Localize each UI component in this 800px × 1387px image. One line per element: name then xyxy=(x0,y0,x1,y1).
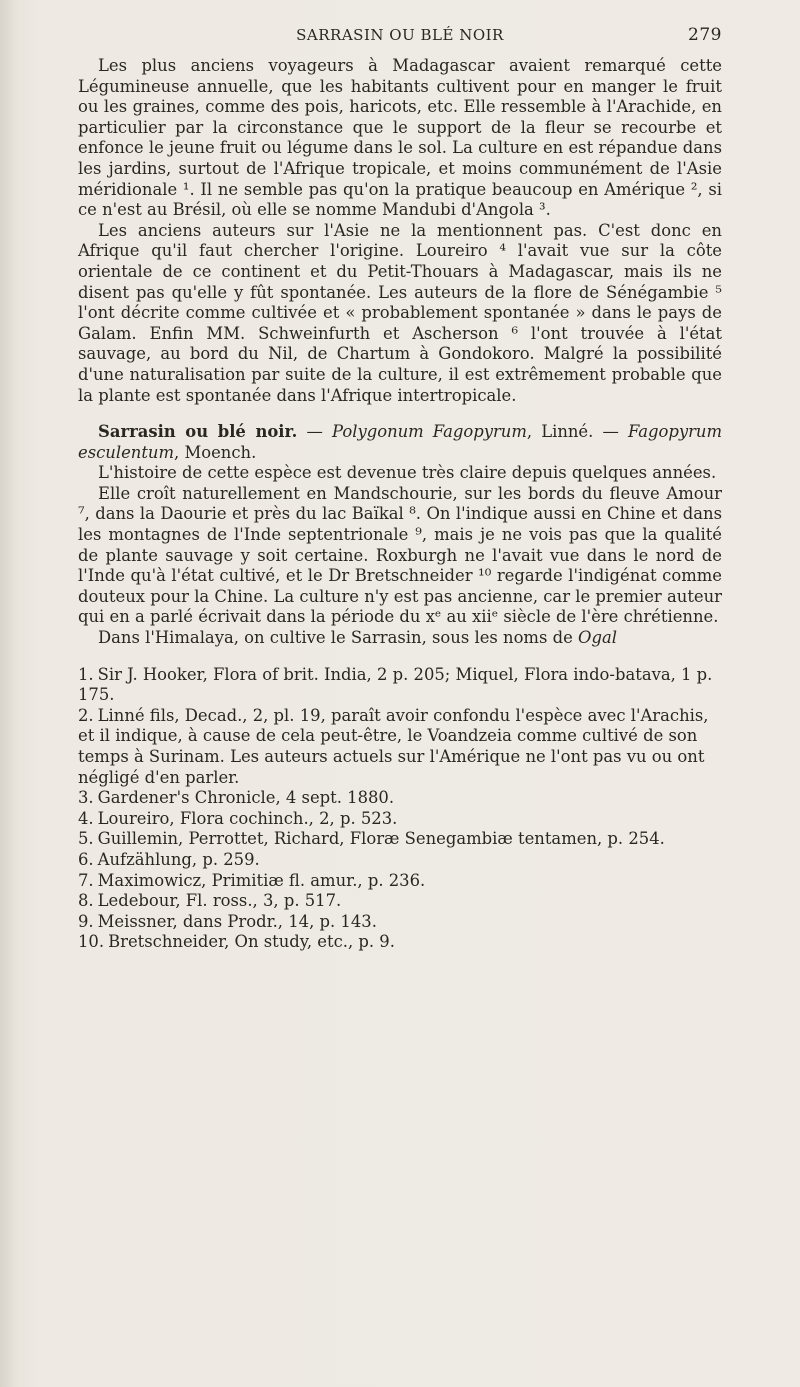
section-title: Sarrasin ou blé noir. xyxy=(98,422,298,442)
paragraph xyxy=(78,628,722,649)
paragraph-lead: Dans l'Himalaya, on cultive le Sarrasin, sous les noms de xyxy=(98,628,579,648)
main-text xyxy=(78,56,722,649)
footnote: 6. Aufzählung, p. 259. xyxy=(78,849,260,869)
section-heading xyxy=(78,422,722,463)
footnote: 2. Linné fils, Decad., 2, pl. 19, paraît avoir confondu l'espèce avec l'Arachis, et il indique, à cause de cela peut-être, le Voandzeia comme cultivé de son temps à Surinam. Les auteurs actuels sur l'Amérique ne l'ont pas vu ou ont négligé d'en parler. xyxy=(78,705,709,787)
running-title: SARRASIN OU BLÉ NOIR xyxy=(296,26,504,44)
footnote: 7. Maximowicz, Primitiæ fl. amur., p. 236. xyxy=(78,870,426,890)
synonym: Fagopyrum esculentum xyxy=(78,422,723,462)
paragraph: Elle croît naturellement en Mandschourie, sur les bords du fleuve Amour ⁷, dans la Daourie et près du lac Baïkal ⁸. On l'indique aussi en Chine et dans les montagnes de l'Inde septentrionale ⁹, mais je ne vois pas que la qualité de plante sauvage y soit certaine. Roxburgh ne l'avait vue dans le nord de l'Inde qu'à l'état cultivé, et le Dr Bretschneider ¹⁰ regarde l'indigénat comme douteux pour la Chine. La culture n'y est pas ancienne, car le premier auteur qui en a parlé écrivait dans la période du xᵉ au xiiᵉ siècle de l'ère chrétienne. xyxy=(78,483,722,627)
footnote: 3. Gardener's Chronicle, 4 sept. 1880. xyxy=(78,788,395,808)
footnote: 4. Loureiro, Flora cochinch., 2, p. 523. xyxy=(78,808,398,828)
page-header xyxy=(78,20,722,50)
footnote: 8. Ledebour, Fl. ross., 3, p. 517. xyxy=(78,891,342,911)
paragraph: Les plus anciens voyageurs à Madagascar avaient remarqué cette Légumineuse annuelle, que les habitants cultivent pour en manger le fruit ou les graines, comme des pois, haricots, etc. Elle ressemble à l'Arachide, en particulier par la circonstance que le support de la fleur se recourbe et enfonce le jeune fruit ou légume dans le sol. La culture en est répandue dans les jardins, surtout de l'Afrique tropicale, et moins communément de l'Asie méridionale ¹. Il ne semble pas qu'on la pratique beaucoup en Amérique ², si ce n'est au Brésil, où elle se nomme Mandubi d'Angola ³. xyxy=(78,56,722,220)
synonym-authority: , Moench. xyxy=(174,442,257,462)
vernacular-name: Ogal xyxy=(578,628,617,648)
footnotes xyxy=(78,665,722,953)
page-number: 279 xyxy=(688,25,722,45)
paragraph: Les anciens auteurs sur l'Asie ne la mentionnent pas. C'est donc en Afrique qu'il faut chercher l'origine. Loureiro ⁴ l'avait vue sur la côte orientale de ce continent et du Petit-Thouars à Madagascar, mais ils ne disent pas qu'elle y fût spontanée. Les auteurs de la flore de Sénégambie ⁵ l'ont décrite comme cultivée et « probablement spontanée » dans le pays de Galam. Enfin MM. Schweinfurth et Ascherson ⁶ l'ont trouvée à l'état sauvage, au bord du Nil, de Chartum à Gondokoro. Malgré la possibilité d'une naturalisation par suite de la culture, il est extrêmement probable que la plante est spontanée dans l'Afrique intertropicale. xyxy=(78,220,722,405)
footnote: 1. Sir J. Hooker, Flora of brit. India, 2 p. 205; Miquel, Flora indo-batava, 1 p. 175. xyxy=(78,664,713,705)
paragraph: L'histoire de cette espèce est devenue très claire depuis quelques années. xyxy=(98,463,717,483)
dash: — xyxy=(297,422,332,442)
dash: — xyxy=(593,422,628,442)
footnote: 9. Meissner, dans Prodr., 14, p. 143. xyxy=(78,911,377,931)
footnote: 10. Bretschneider, On study, etc., p. 9. xyxy=(78,932,395,952)
footnote: 5. Guillemin, Perrottet, Richard, Floræ Senegambiæ tentamen, p. 254. xyxy=(78,829,665,849)
latin-name: Polygonum Fagopyrum xyxy=(331,422,527,442)
authority: , Linné. xyxy=(526,422,594,442)
